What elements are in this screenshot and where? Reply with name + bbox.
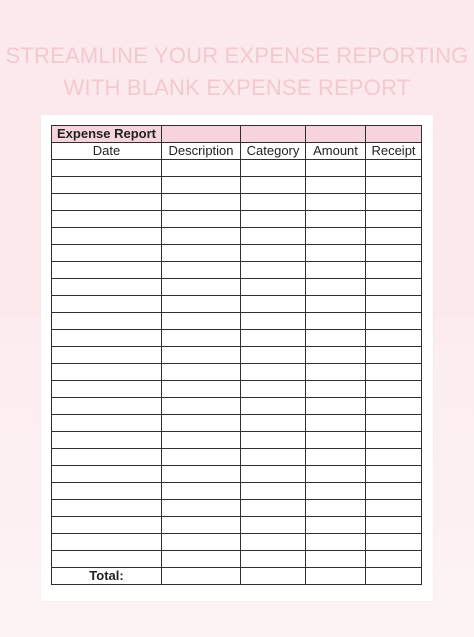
date-cell[interactable] — [52, 500, 162, 517]
receipt-cell[interactable] — [366, 483, 422, 500]
category-cell[interactable] — [241, 330, 306, 347]
category-cell[interactable] — [241, 432, 306, 449]
title-row-cell — [306, 126, 366, 143]
category-cell[interactable] — [241, 483, 306, 500]
date-cell[interactable] — [52, 228, 162, 245]
date-cell[interactable] — [52, 330, 162, 347]
category-cell[interactable] — [241, 245, 306, 262]
description-cell[interactable] — [162, 228, 241, 245]
column-header-description: Description — [162, 143, 241, 160]
receipt-cell[interactable] — [366, 194, 422, 211]
date-cell[interactable] — [52, 364, 162, 381]
description-cell[interactable] — [162, 483, 241, 500]
category-cell[interactable] — [241, 381, 306, 398]
total-row — [52, 568, 422, 585]
amount-cell[interactable] — [306, 517, 366, 534]
page-heading — [0, 40, 474, 104]
table-row — [52, 211, 422, 228]
receipt-cell[interactable] — [366, 534, 422, 551]
category-cell[interactable] — [241, 262, 306, 279]
table-row — [52, 296, 422, 313]
category-cell[interactable] — [241, 279, 306, 296]
amount-cell[interactable] — [306, 279, 366, 296]
date-cell[interactable] — [52, 483, 162, 500]
receipt-cell[interactable] — [366, 313, 422, 330]
receipt-cell[interactable] — [366, 228, 422, 245]
date-cell[interactable] — [52, 262, 162, 279]
amount-cell[interactable] — [306, 245, 366, 262]
category-cell[interactable] — [241, 415, 306, 432]
description-cell[interactable] — [162, 500, 241, 517]
amount-cell[interactable] — [306, 160, 366, 177]
table-row — [52, 432, 422, 449]
category-cell[interactable] — [241, 160, 306, 177]
amount-cell[interactable] — [306, 364, 366, 381]
column-header-date: Date — [52, 143, 162, 160]
description-cell[interactable] — [162, 364, 241, 381]
category-cell[interactable] — [241, 449, 306, 466]
receipt-cell[interactable] — [366, 262, 422, 279]
amount-cell[interactable] — [306, 330, 366, 347]
description-cell[interactable] — [162, 296, 241, 313]
expense-report-table — [51, 125, 422, 585]
column-header-amount: Amount — [306, 143, 366, 160]
table-row — [52, 177, 422, 194]
receipt-cell[interactable] — [366, 517, 422, 534]
description-cell[interactable] — [162, 245, 241, 262]
category-cell[interactable] — [241, 534, 306, 551]
heading-line-1: STREAMLINE YOUR EXPENSE REPORTING — [5, 43, 469, 68]
table-row — [52, 483, 422, 500]
description-cell[interactable] — [162, 194, 241, 211]
amount-cell[interactable] — [306, 296, 366, 313]
receipt-cell[interactable] — [366, 364, 422, 381]
table-row — [52, 313, 422, 330]
total-label: Total: — [52, 568, 162, 585]
table-row — [52, 466, 422, 483]
date-cell[interactable] — [52, 551, 162, 568]
total-row-cell — [162, 568, 241, 585]
amount-cell[interactable] — [306, 194, 366, 211]
date-cell[interactable] — [52, 415, 162, 432]
table-row — [52, 245, 422, 262]
category-cell[interactable] — [241, 364, 306, 381]
category-cell[interactable] — [241, 466, 306, 483]
receipt-cell[interactable] — [366, 551, 422, 568]
date-cell[interactable] — [52, 211, 162, 228]
date-cell[interactable] — [52, 398, 162, 415]
amount-cell[interactable] — [306, 449, 366, 466]
heading-line-2: WITH BLANK EXPENSE REPORT — [63, 75, 411, 100]
date-cell[interactable] — [52, 381, 162, 398]
receipt-cell[interactable] — [366, 449, 422, 466]
description-cell[interactable] — [162, 279, 241, 296]
amount-cell[interactable] — [306, 313, 366, 330]
description-cell[interactable] — [162, 330, 241, 347]
description-cell[interactable] — [162, 347, 241, 364]
table-row — [52, 449, 422, 466]
receipt-cell[interactable] — [366, 160, 422, 177]
receipt-cell[interactable] — [366, 211, 422, 228]
column-header-receipt: Receipt — [366, 143, 422, 160]
table-row — [52, 381, 422, 398]
date-cell[interactable] — [52, 313, 162, 330]
category-cell[interactable] — [241, 194, 306, 211]
date-cell[interactable] — [52, 432, 162, 449]
table-row — [52, 279, 422, 296]
title-row-cell — [241, 126, 306, 143]
table-row — [52, 415, 422, 432]
category-cell[interactable] — [241, 296, 306, 313]
total-row-cell — [241, 568, 306, 585]
receipt-cell[interactable] — [366, 466, 422, 483]
table-row — [52, 534, 422, 551]
receipt-cell[interactable] — [366, 177, 422, 194]
table-row — [52, 228, 422, 245]
date-cell[interactable] — [52, 160, 162, 177]
title-row-cell — [366, 126, 422, 143]
date-cell[interactable] — [52, 449, 162, 466]
category-cell[interactable] — [241, 347, 306, 364]
title-row — [52, 126, 422, 143]
receipt-cell[interactable] — [366, 279, 422, 296]
description-cell[interactable] — [162, 551, 241, 568]
header-row — [52, 143, 422, 160]
category-cell[interactable] — [241, 177, 306, 194]
description-cell[interactable] — [162, 517, 241, 534]
date-cell[interactable] — [52, 466, 162, 483]
table-row — [52, 194, 422, 211]
amount-cell[interactable] — [306, 262, 366, 279]
table-row — [52, 347, 422, 364]
date-cell[interactable] — [52, 194, 162, 211]
category-cell[interactable] — [241, 551, 306, 568]
date-cell[interactable] — [52, 279, 162, 296]
category-cell[interactable] — [241, 517, 306, 534]
category-cell[interactable] — [241, 228, 306, 245]
date-cell[interactable] — [52, 177, 162, 194]
table-row — [52, 364, 422, 381]
receipt-cell[interactable] — [366, 245, 422, 262]
description-cell[interactable] — [162, 415, 241, 432]
receipt-cell[interactable] — [366, 330, 422, 347]
date-cell[interactable] — [52, 245, 162, 262]
category-cell[interactable] — [241, 500, 306, 517]
amount-cell[interactable] — [306, 534, 366, 551]
date-cell[interactable] — [52, 296, 162, 313]
title-row-cell — [162, 126, 241, 143]
date-cell[interactable] — [52, 534, 162, 551]
amount-cell[interactable] — [306, 551, 366, 568]
amount-cell[interactable] — [306, 483, 366, 500]
table-row — [52, 262, 422, 279]
receipt-cell[interactable] — [366, 500, 422, 517]
amount-cell[interactable] — [306, 466, 366, 483]
description-cell[interactable] — [162, 398, 241, 415]
description-cell[interactable] — [162, 534, 241, 551]
receipt-cell[interactable] — [366, 381, 422, 398]
description-cell[interactable] — [162, 381, 241, 398]
amount-cell[interactable] — [306, 381, 366, 398]
amount-cell[interactable] — [306, 415, 366, 432]
amount-cell[interactable] — [306, 228, 366, 245]
description-cell[interactable] — [162, 177, 241, 194]
amount-cell[interactable] — [306, 177, 366, 194]
table-row — [52, 330, 422, 347]
category-cell[interactable] — [241, 398, 306, 415]
receipt-cell[interactable] — [366, 398, 422, 415]
description-cell[interactable] — [162, 449, 241, 466]
table-row — [52, 551, 422, 568]
description-cell[interactable] — [162, 160, 241, 177]
table-row — [52, 517, 422, 534]
column-header-category: Category — [241, 143, 306, 160]
description-cell[interactable] — [162, 211, 241, 228]
description-cell[interactable] — [162, 466, 241, 483]
amount-cell[interactable] — [306, 398, 366, 415]
report-sheet — [41, 115, 433, 601]
table-row — [52, 160, 422, 177]
amount-cell[interactable] — [306, 432, 366, 449]
receipt-cell[interactable] — [366, 432, 422, 449]
category-cell[interactable] — [241, 313, 306, 330]
amount-cell[interactable] — [306, 347, 366, 364]
report-title: Expense Report — [52, 126, 162, 143]
description-cell[interactable] — [162, 313, 241, 330]
receipt-cell[interactable] — [366, 347, 422, 364]
table-row — [52, 398, 422, 415]
table-row — [52, 500, 422, 517]
total-row-cell — [366, 568, 422, 585]
date-cell[interactable] — [52, 517, 162, 534]
category-cell[interactable] — [241, 211, 306, 228]
receipt-cell[interactable] — [366, 296, 422, 313]
date-cell[interactable] — [52, 347, 162, 364]
amount-cell[interactable] — [306, 211, 366, 228]
receipt-cell[interactable] — [366, 415, 422, 432]
description-cell[interactable] — [162, 432, 241, 449]
total-amount-cell[interactable] — [306, 568, 366, 585]
amount-cell[interactable] — [306, 500, 366, 517]
description-cell[interactable] — [162, 262, 241, 279]
